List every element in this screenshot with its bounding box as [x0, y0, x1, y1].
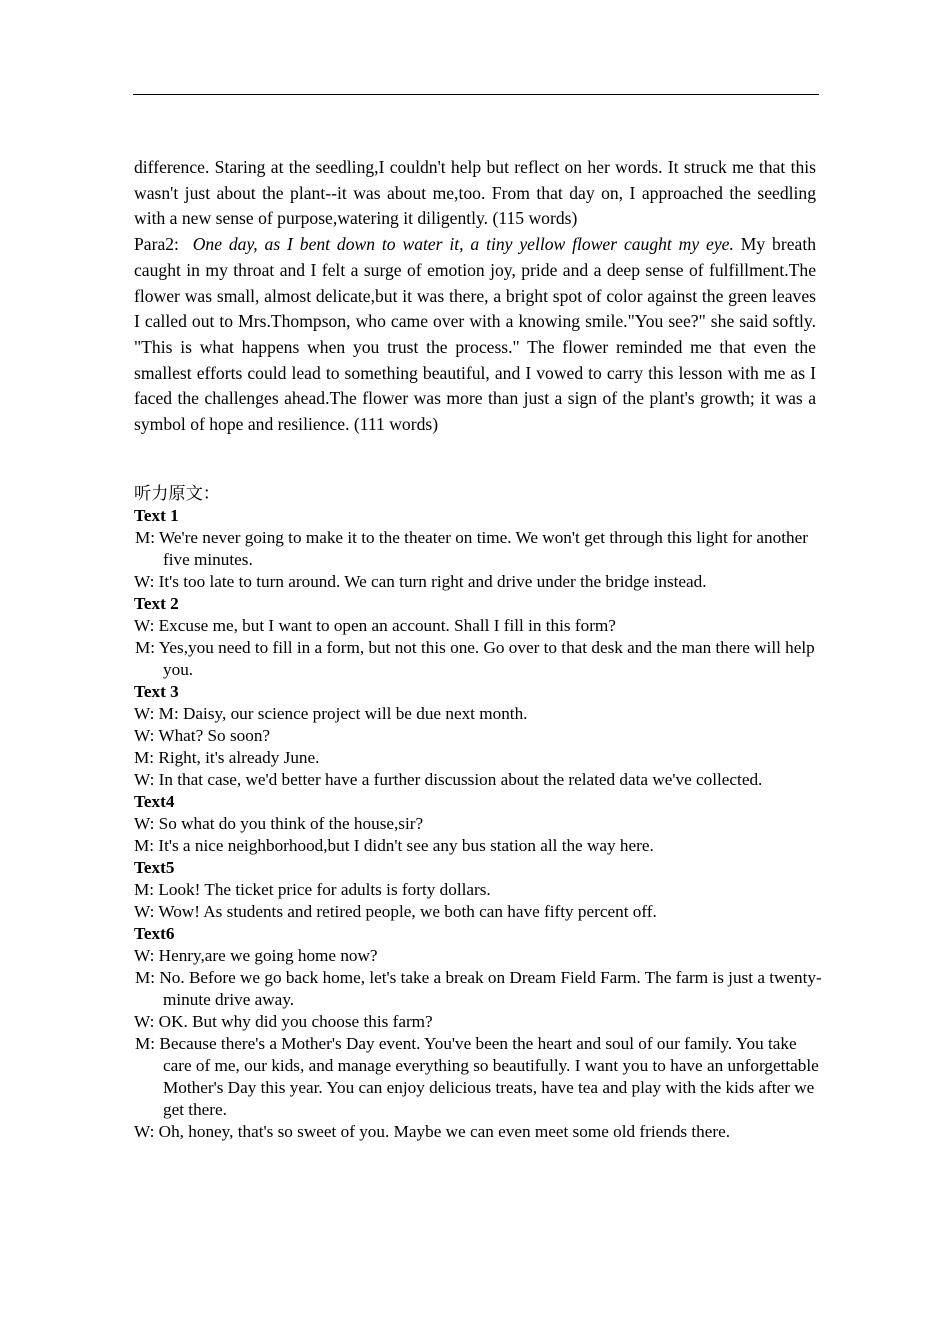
text-title: Text6 [134, 924, 175, 943]
para2-body: My breath caught in my throat and I felt a surge of emotion joy, pride and a deep sense of fulfillment.The flower was small, almost delicate,but it was there, a bright spot of color against the green leaves I called out to Mrs.Thompson, who came over with a knowing smile."You see?" she said softly. "This is what happens when you trust the process." The flower reminded me that even the smallest efforts could lead to something beautiful, and I vowed to carry this lesson with me as I faced the challenges ahead.The flower was more than just a sign of the plant's growth; it was a symbol of hope and resilience. (111 words) [134, 234, 817, 435]
dialogue-line: W: Wow! As students and retired people, we both can have fifty percent off. [134, 902, 657, 921]
header-rule [133, 94, 819, 95]
dialogue-line: W: In that case, we'd better have a further discussion about the related data we've collected. [134, 770, 763, 789]
dialogue-line: W: It's too late to turn around. We can turn right and drive under the bridge instead. [134, 572, 707, 591]
dialogue-line: M: We're never going to make it to the theater on time. We won't get through this light for another five minutes. [135, 528, 808, 569]
text-title: Text5 [134, 858, 175, 877]
listening-heading: 听力原文： [134, 484, 220, 503]
listening-transcript [134, 483, 824, 1143]
dialogue-line: M: Because there's a Mother's Day event. You've been the heart and soul of our family. You take care of me, our kids, and manage everything so beautifully. I want you to have an unforgettable Mother's Day this year. You can enjoy delicious treats, have tea and play with the kids after we get there. [135, 1034, 819, 1119]
para2 [134, 232, 816, 438]
text-title: Text 1 [134, 506, 179, 525]
dialogue-line: W: Oh, honey, that's so sweet of you. Maybe we can even meet some old friends there. [134, 1122, 731, 1141]
essay-body [134, 155, 816, 438]
dialogue-line: W: Henry,are we going home now? [134, 946, 378, 965]
text-title: Text 2 [134, 594, 179, 613]
dialogue-line: M: Yes,you need to fill in a form, but not this one. Go over to that desk and the man there will help you. [135, 638, 815, 679]
para1-tail: difference. Staring at the seedling,I couldn't help but reflect on her words. It struck me that this wasn't just about the plant--it was about me,too. From that day on, I approached the seedling with a new sense of purpose,watering it diligently. (115 words) [134, 157, 816, 229]
dialogue-line: M: Right, it's already June. [134, 748, 320, 767]
dialogue-line: W: So what do you think of the house,sir? [134, 814, 424, 833]
dialogue-line: M: Look! The ticket price for adults is forty dollars. [134, 880, 491, 899]
text-title: Text 3 [134, 682, 179, 701]
para2-label: Para2: [134, 234, 179, 255]
para2-italic-sentence: One day, as I bent down to water it, a tiny yellow flower caught my eye. [192, 234, 734, 255]
dialogue-line: W: M: Daisy, our science project will be due next month. [134, 704, 528, 723]
dialogue-line: W: What? So soon? [134, 726, 271, 745]
dialogue-line: M: No. Before we go back home, let's take a break on Dream Field Farm. The farm is just a twenty-minute drive away. [135, 968, 822, 1009]
text-title: Text4 [134, 792, 175, 811]
dialogue-line: M: It's a nice neighborhood,but I didn't see any bus station all the way here. [134, 836, 654, 855]
dialogue-line: W: Excuse me, but I want to open an account. Shall I fill in this form? [134, 616, 616, 635]
dialogue-line: W: OK. But why did you choose this farm? [134, 1012, 433, 1031]
